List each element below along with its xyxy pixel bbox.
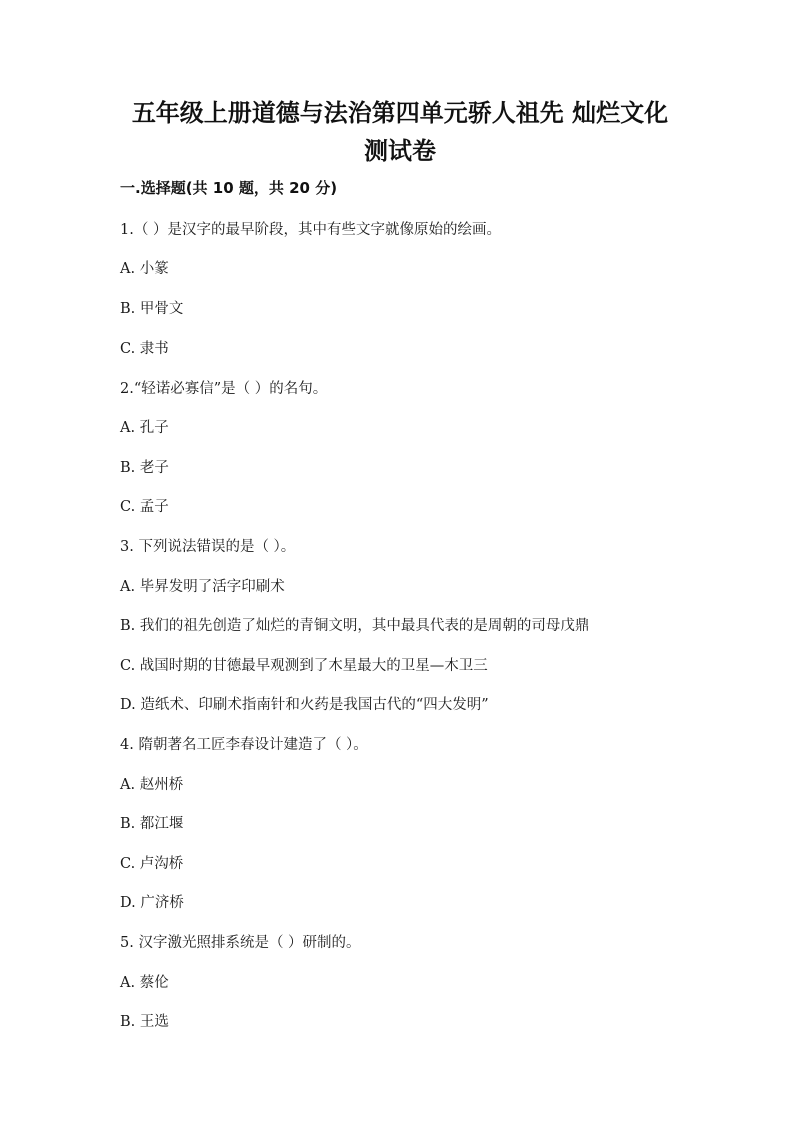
question-2-option-a: A. 孔子: [120, 420, 169, 436]
question-4-option-c: C. 卢沟桥: [120, 856, 184, 872]
question-1-option-b: B. 甲骨文: [120, 301, 184, 317]
question-4-option-a: A. 赵州桥: [120, 777, 184, 793]
question-4-option-d: D. 广济桥: [120, 895, 184, 911]
question-5-option-b: B. 王选: [120, 1014, 169, 1030]
question-3-option-a: A. 毕昇发明了活字印刷术: [120, 579, 285, 595]
question-3-stem: 3. 下列说法错误的是（ ）。: [120, 539, 296, 555]
question-1-option-c: C. 隶书: [120, 341, 169, 357]
question-4-option-b: B. 都江堰: [120, 816, 184, 832]
page-title-line-2: 测试卷: [364, 137, 436, 165]
question-5-stem: 5. 汉字激光照排系统是（ ）研制的。: [120, 935, 361, 951]
question-3-option-b: B. 我们的祖先创造了灿烂的青铜文明，其中最具代表的是周朝的司母戊鼎: [120, 618, 590, 634]
question-5-option-a: A. 蔡伦: [120, 975, 169, 991]
question-4-stem: 4. 隋朝著名工匠李春设计建造了（ ）。: [120, 737, 368, 753]
question-3-option-d: D. 造纸术、印刷术指南针和火药是我国古代的“四大发明”: [120, 697, 489, 713]
question-2-option-b: B. 老子: [120, 460, 169, 476]
question-1-option-a: A. 小篆: [120, 261, 169, 277]
section-heading: 一.选择题(共 10 题，共 20 分): [120, 179, 338, 197]
question-1-stem: 1.（ ）是汉字的最早阶段，其中有些文字就像原始的绘画。: [120, 222, 501, 238]
question-2-stem: 2.“轻诺必寡信”是（ ）的名句。: [120, 381, 328, 397]
question-3-option-c: C. 战国时期的甘德最早观测到了木星最大的卫星—木卫三: [120, 658, 488, 674]
page-title-line-1: 五年级上册道德与法治第四单元骄人祖先 灿烂文化: [131, 99, 669, 127]
question-2-option-c: C. 孟子: [120, 499, 169, 515]
